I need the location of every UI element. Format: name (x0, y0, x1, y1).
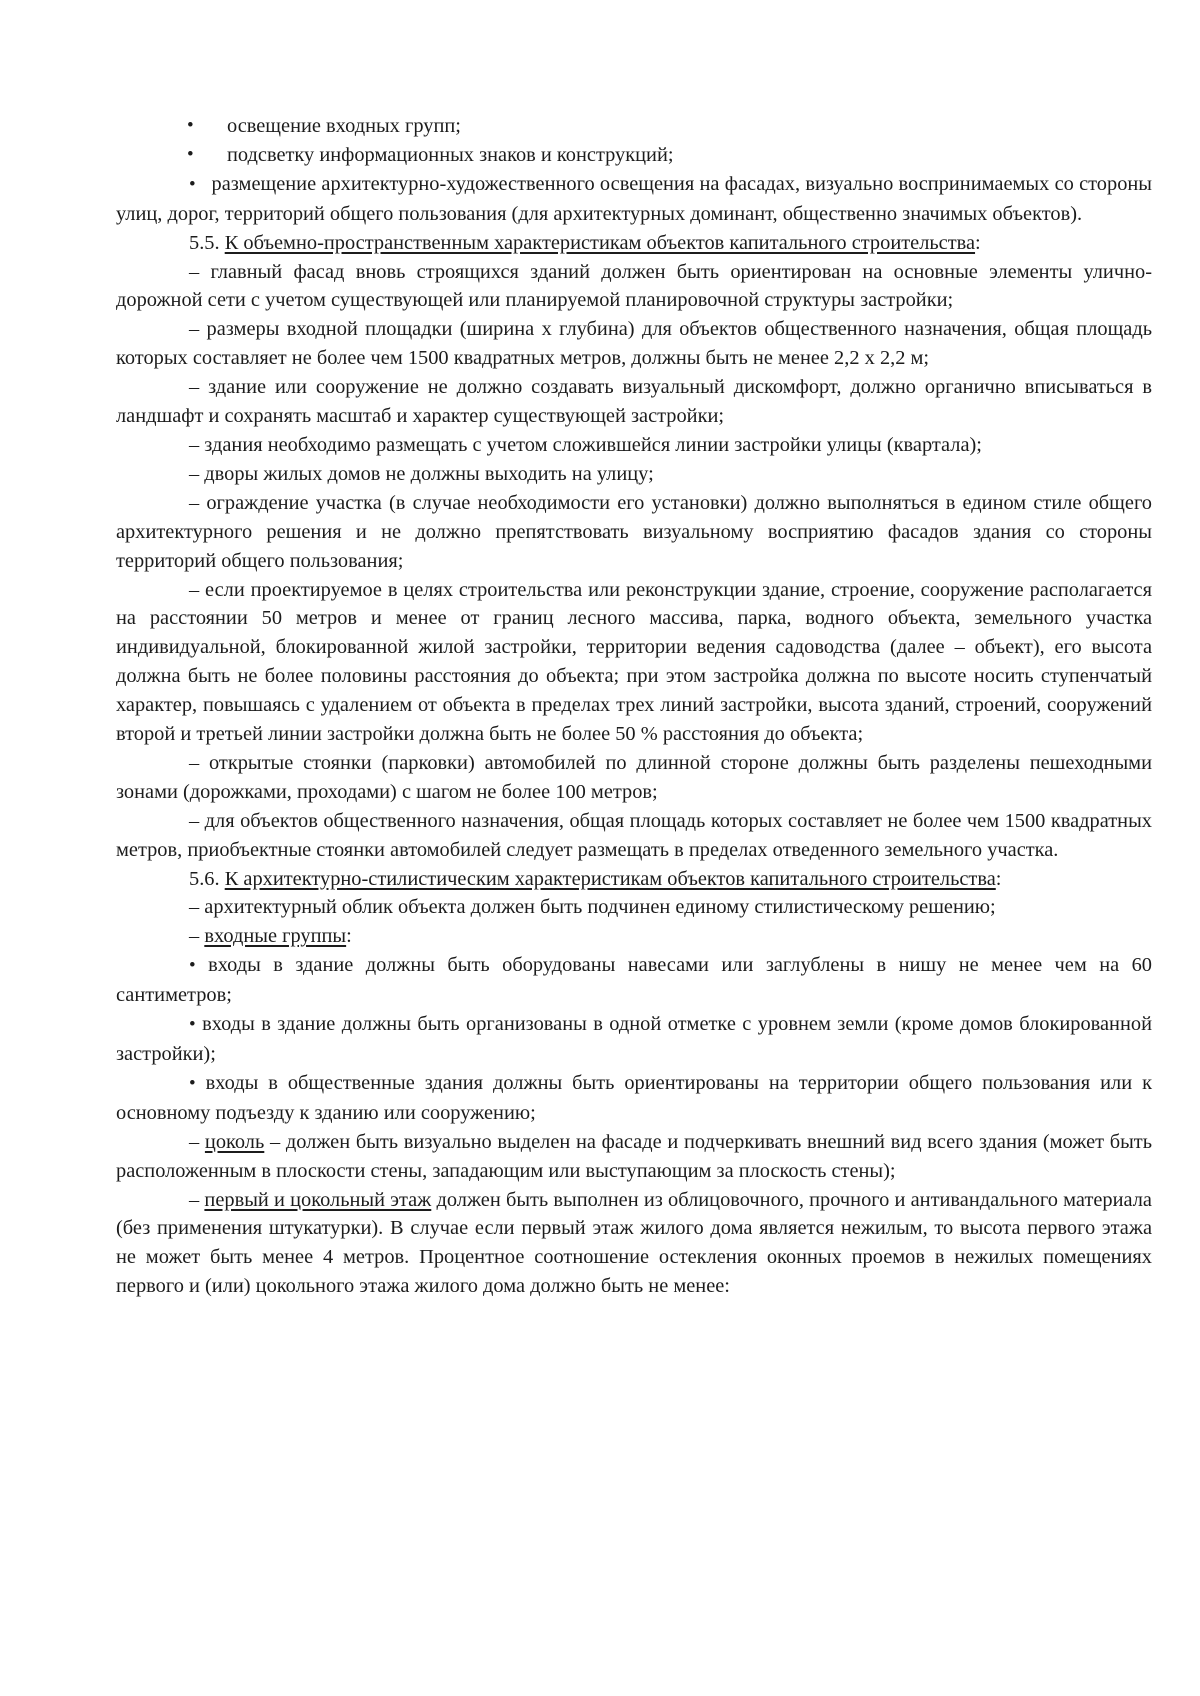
socle-paragraph: – цоколь – должен быть визуально выделен на фасаде и подчеркивать внешний вид всего здания (может быть расположенным в плоскости стены, западающим или выступающим за плоскость стены); (116, 1130, 1153, 1182)
list-item: • размещение архитектурно-художественного освещения на фасадах, визуально воспринимаемых со стороны улиц, дорог, территорий общего пользования (для архитектурных доминант, общественно значимых объектов). (116, 172, 1153, 225)
paragraph: – архитектурный облик объекта должен быть подчинен единому стилистическому решению; (189, 896, 996, 919)
section-5-6-heading: 5.6. К архитектурно-стилистическим характеристикам объектов капитального строительства: (189, 867, 1002, 890)
bullet-icon: • (187, 143, 194, 165)
paragraph: – главный фасад вновь строящихся зданий должен быть ориентирован на основные элементы улично-дорожной сети с учетом существующей или планируемой планировочной структуры застройки; (116, 260, 1152, 312)
paragraph: – здание или сооружение не должно создавать визуальный дискомфорт, должно органично вписываться в ландшафт и сохранять масштаб и характер существующей застройки; (116, 376, 1152, 428)
paragraph: – размеры входной площадки (ширина х глубина) для объектов общественного назначения, общая площадь которых составляет не более чем 1500 квадратных метров, должны быть не менее 2,2 х 2,2 м; (116, 318, 1152, 370)
section-title: К архитектурно-стилистическим характеристикам объектов капитального строительства (224, 867, 996, 890)
paragraph: – ограждение участка (в случае необходимости его установки) должно выполняться в едином стиле общего архитектурного решения и не должно препятствовать визуальному восприятию фасадов здания со стороны территорий общего пользования; (116, 491, 1152, 572)
bullet-icon: • (189, 1072, 196, 1094)
entry-groups-label: – входные группы: (189, 925, 352, 948)
paragraph: – если проектируемое в целях строительства или реконструкции здание, строение, сооружение располагается на расстоянии 50 метров и менее от границ лесного массива, парка, водного объекта, земельного участка индивидуальной, блокированной жилой застройки, территории ведения садоводства (далее – объект), его высота должна быть не более половины расстояния до объекта; при этом застройка должна по высоте носить ступенчатый характер, повышаясь с удалением от объекта в пределах трех линий застройки, высота зданий, строений, сооружений второй и третьей линии застройки должна быть не более 50 % расстояния до объекта; (116, 578, 1152, 746)
bullet-icon: • (189, 955, 196, 977)
section-5-5-heading: 5.5. К объемно-пространственным характеристикам объектов капитального строительства: (189, 231, 981, 254)
bullet-icon: • (189, 173, 196, 195)
section-title: К объемно-пространственным характеристикам объектов капитального строительства (224, 231, 976, 254)
list-item: • освещение входных групп; (116, 112, 1152, 141)
bullet-icon: • (187, 115, 194, 136)
paragraph: – для объектов общественного назначения, общая площадь которых составляет не более чем 1500 квадратных метров, приобъектные стоянки автомобилей следует размещать в пределах отведенного земельного участка. (116, 809, 1152, 861)
bullet-icon: • (189, 1014, 196, 1036)
list-item: • входы в здание должны быть организованы в одной отметке с уровнем земли (кроме домов блокированной застройки); (116, 1013, 1152, 1065)
paragraph: – дворы жилых домов не должны выходить на улицу; (189, 462, 654, 485)
paragraph: – открытые стоянки (парковки) автомобилей по длинной стороне должны быть разделены пешеходными зонами (дорожками, проходами) с шагом не более 100 метров; (116, 751, 1152, 803)
list-item: • входы в здание должны быть оборудованы навесами или заглублены в нишу не менее чем на 60 сантиметров; (116, 954, 1152, 1007)
ground-floor-paragraph: – первый и цокольный этаж должен быть выполнен из облицовочного, прочного и антивандального материала (без применения штукатурки). В случае если первый этаж жилого дома является нежилым, то высота первого этажа не может быть менее 4 метров. Процентное соотношение остекления оконных проемов в нежилых помещениях первого и (или) цокольного этажа жилого дома должно быть не менее: (116, 1188, 1152, 1298)
list-item: • подсветку информационных знаков и конструкций; (116, 141, 1152, 170)
list-item: • входы в общественные здания должны быть ориентированы на территории общего пользования или к основному подъезду к зданию или сооружению; (116, 1071, 1152, 1124)
paragraph: – здания необходимо размещать с учетом сложившейся линии застройки улицы (квартала); (189, 433, 982, 456)
